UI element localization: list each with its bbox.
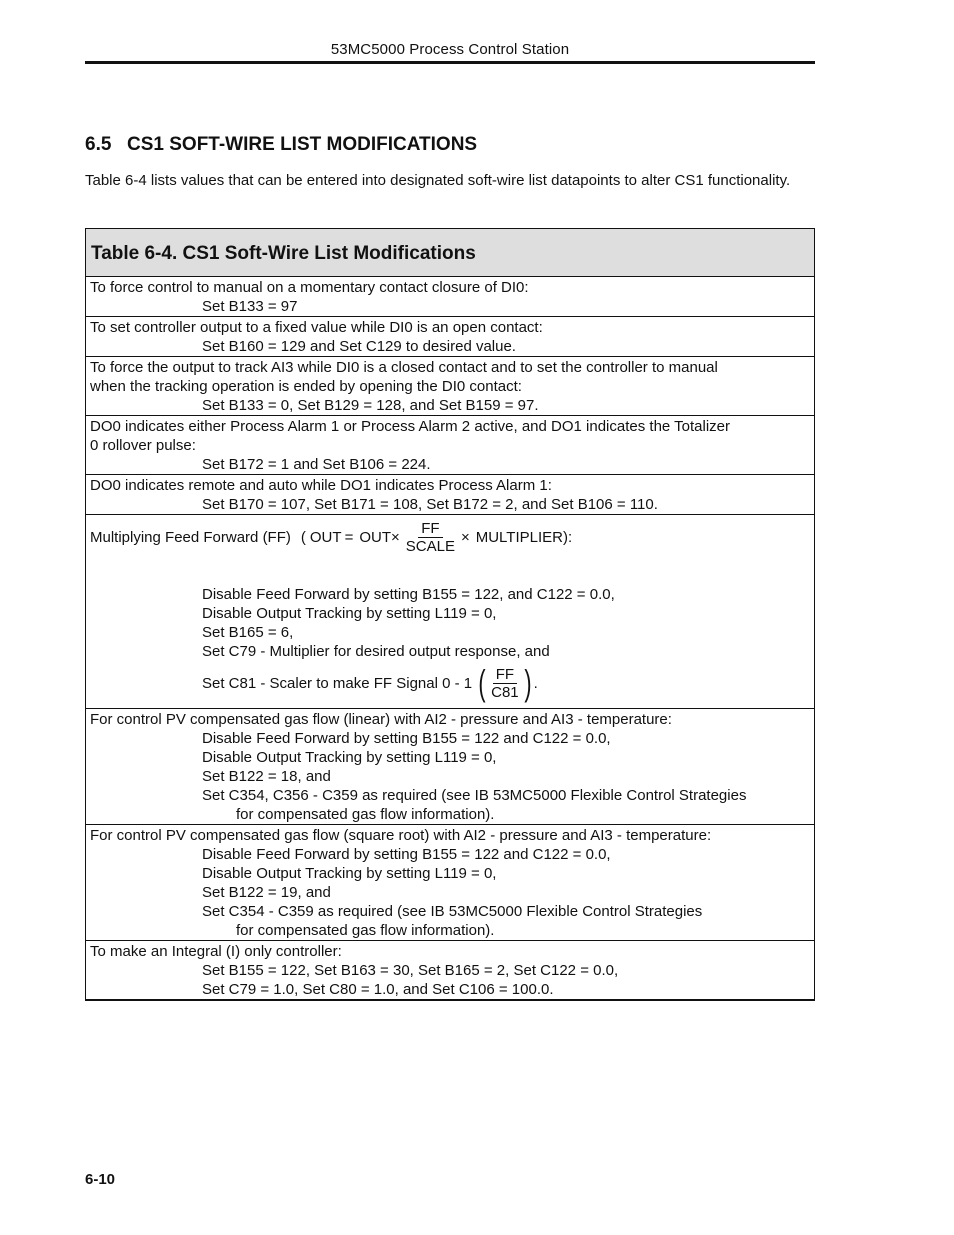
row-setting: Set C354 - C359 as required (see IB 53MC5000 Flexible Control Strategies [202, 903, 703, 920]
row-setting: Disable Feed Forward by setting B155 = 122 and C122 = 0.0, [202, 846, 611, 863]
running-header: 53MC5000 Process Control Station [330, 41, 570, 58]
row-setting: Disable Feed Forward by setting B155 = 122 and C122 = 0.0, [202, 730, 611, 747]
section-title-text: CS1 SOFT-WIRE LIST MODIFICATIONS [127, 134, 478, 155]
soft-wire-table [85, 228, 815, 1001]
row-description: 0 rollover pulse: [90, 437, 196, 454]
fraction-denominator: C81 [491, 683, 519, 701]
row-description: To force control to manual on a momentary contact closure of DI0: [90, 279, 529, 296]
left-paren: ( [478, 662, 486, 703]
row-setting: Set C354, C356 - C359 as required (see IB 53MC5000 Flexible Control Strategies [202, 787, 747, 804]
row-description: For control PV compensated gas flow (square root) with AI2 - pressure and AI3 - temperature: [90, 827, 712, 844]
row-setting: Disable Output Tracking by setting L119 = 0, [202, 865, 497, 882]
formula-equals: = [344, 528, 354, 546]
row-description: when the tracking operation is ended by opening the DI0 contact: [90, 378, 522, 395]
row-setting: Set B133 = 0, Set B129 = 128, and Set B159 = 97. [202, 397, 539, 414]
fraction-numerator: FF [493, 666, 517, 684]
row-setting: Set B172 = 1 and Set B106 = 224. [202, 456, 431, 473]
feed-forward-formula [90, 518, 810, 556]
c81-text: Set C81 - Scaler to make FF Signal 0 - 1 [202, 674, 473, 692]
table-row [86, 941, 814, 999]
fraction-numerator: FF [418, 520, 442, 538]
table-row [86, 357, 814, 416]
row-setting: Disable Feed Forward by setting B155 = 122, and C122 = 0.0, [202, 586, 615, 603]
formula-multiplier: MULTIPLIER [475, 528, 563, 546]
section-title [85, 134, 477, 156]
ff-label: Multiplying Feed Forward (FF) [90, 528, 291, 546]
formula-times: × [460, 528, 470, 546]
table-row [86, 277, 814, 317]
formula-open-paren: ( [300, 528, 306, 546]
row-setting: Set B133 = 97 [202, 298, 298, 315]
row-setting: Disable Output Tracking by setting L119 = 0, [202, 749, 497, 766]
table-row [86, 317, 814, 357]
ff-scale-fraction [403, 520, 458, 555]
formula-times: × [391, 528, 400, 546]
row-setting: Set B122 = 19, and [202, 884, 331, 901]
row-setting: Disable Output Tracking by setting L119 = 0, [202, 605, 497, 622]
row-setting: Set C79 - Multiplier for desired output response, and [202, 643, 550, 660]
row-setting-continued: for compensated gas flow information). [236, 922, 495, 939]
table-caption: Table 6-4. CS1 Soft-Wire List Modifications [86, 229, 814, 277]
row-description: DO0 indicates remote and auto while DO1 indicates Process Alarm 1: [90, 477, 552, 494]
row-description: For control PV compensated gas flow (linear) with AI2 - pressure and AI3 - temperature: [90, 711, 672, 728]
row-description: To make an Integral (I) only controller: [90, 943, 342, 960]
c81-period: . [533, 674, 538, 692]
table-row-feed-forward [86, 515, 814, 709]
c81-fraction [488, 666, 522, 701]
table-row [86, 475, 814, 515]
fraction-denominator: SCALE [405, 537, 455, 555]
row-setting: Set C79 = 1.0, Set C80 = 1.0, and Set C106 = 100.0. [202, 981, 554, 998]
intro-paragraph: Table 6-4 lists values that can be entered into designated soft-wire list datapoints to alter CS1 functionality. [85, 172, 791, 189]
table-row [86, 416, 814, 475]
header-rule [85, 61, 815, 64]
page-number: 6-10 [85, 1171, 116, 1188]
formula-close-paren: ): [562, 528, 573, 546]
row-setting: Set B160 = 129 and Set C129 to desired value. [202, 338, 516, 355]
formula-out: OUT [309, 528, 342, 546]
row-setting: Set B165 = 6, [202, 624, 294, 641]
row-setting: Set B170 = 107, Set B171 = 108, Set B172 = 2, and Set B106 = 110. [202, 496, 658, 513]
table-row [86, 709, 814, 825]
formula-out: OUT [359, 528, 391, 546]
row-description: To set controller output to a fixed value while DI0 is an open contact: [90, 319, 543, 336]
table-row [86, 825, 814, 941]
row-description: DO0 indicates either Process Alarm 1 or Process Alarm 2 active, and DO1 indicates the Totalizer [90, 418, 731, 435]
c81-fraction-group [476, 663, 534, 703]
right-paren: ) [524, 662, 532, 703]
section-number: 6.5 [85, 134, 112, 155]
row-setting-continued: for compensated gas flow information). [236, 806, 495, 823]
row-setting: Set B155 = 122, Set B163 = 30, Set B165 = 2, Set C122 = 0.0, [202, 962, 619, 979]
c81-scaler-line [90, 661, 810, 705]
row-setting: Set B122 = 18, and [202, 768, 331, 785]
row-description: To force the output to track AI3 while DI0 is a closed contact and to set the controller to manual [90, 359, 718, 376]
